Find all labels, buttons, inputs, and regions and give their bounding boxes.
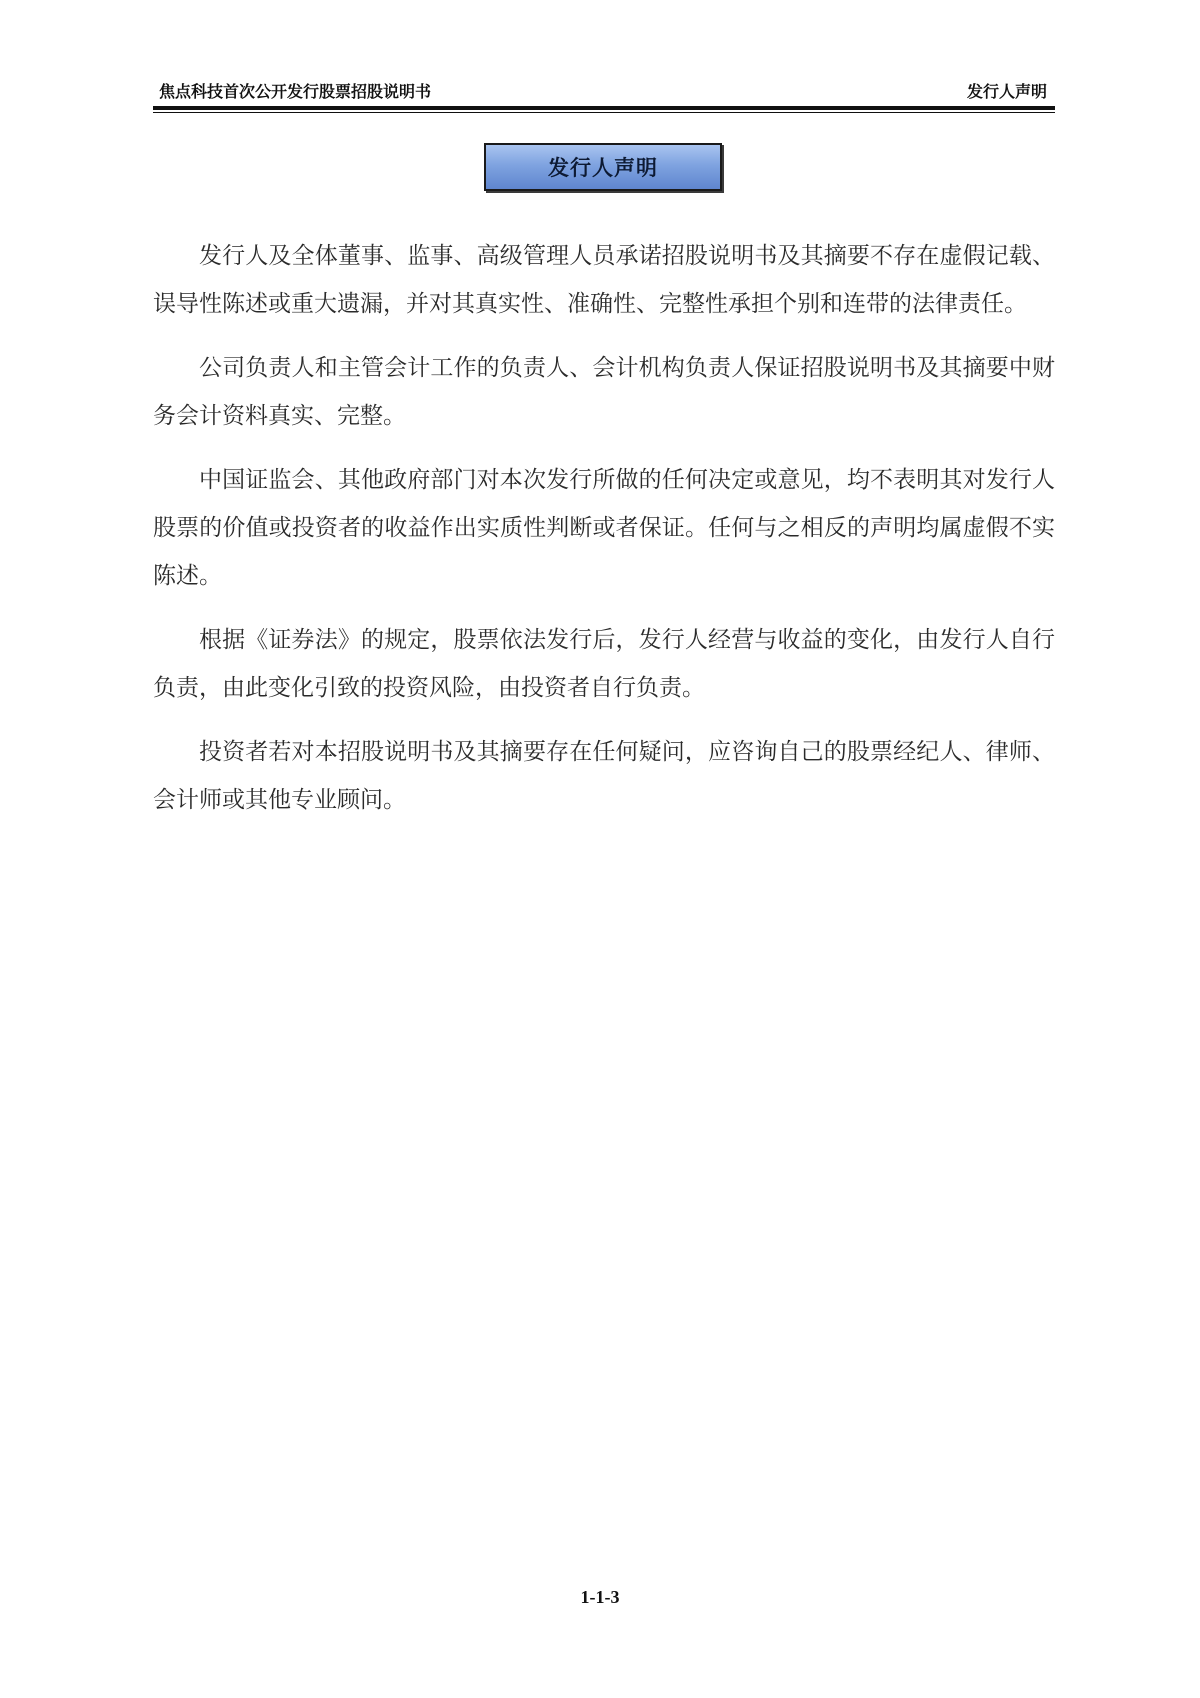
paragraph-financial-guarantee: 公司负责人和主管会计工作的负责人、会计机构负责人保证招股说明书及其摘要中财务会计资料真实、完整。 xyxy=(153,355,1055,429)
header-section-title: 发行人声明 xyxy=(966,82,1047,101)
page-title: 发行人声明 xyxy=(548,156,658,180)
paragraph-investor-advice: 投资者若对本招股说明书及其摘要存在任何疑问，应咨询自己的股票经纪人、律师、会计师或其他专业顾问。 xyxy=(153,739,1055,813)
page-number: 1-1-3 xyxy=(580,1587,620,1607)
declaration-body xyxy=(153,232,1055,840)
header-divider-thin xyxy=(153,112,1055,113)
paragraph-csrc-disclaimer: 中国证监会、其他政府部门对本次发行所做的任何决定或意见，均不表明其对发行人股票的价值或投资者的收益作出实质性判断或者保证。任何与之相反的声明均属虚假不实陈述。 xyxy=(153,467,1055,589)
page-header xyxy=(153,78,1055,104)
section-title-box xyxy=(484,143,722,191)
header-divider-thick xyxy=(153,106,1055,110)
header-document-title: 焦点科技首次公开发行股票招股说明书 xyxy=(159,82,432,101)
paragraph-directors-commitment: 发行人及全体董事、监事、高级管理人员承诺招股说明书及其摘要不存在虚假记载、误导性陈述或重大遗漏，并对其真实性、准确性、完整性承担个别和连带的法律责任。 xyxy=(153,243,1055,317)
paragraph-securities-law: 根据《证券法》的规定，股票依法发行后，发行人经营与收益的变化，由发行人自行负责，由此变化引致的投资风险，由投资者自行负责。 xyxy=(153,627,1055,701)
